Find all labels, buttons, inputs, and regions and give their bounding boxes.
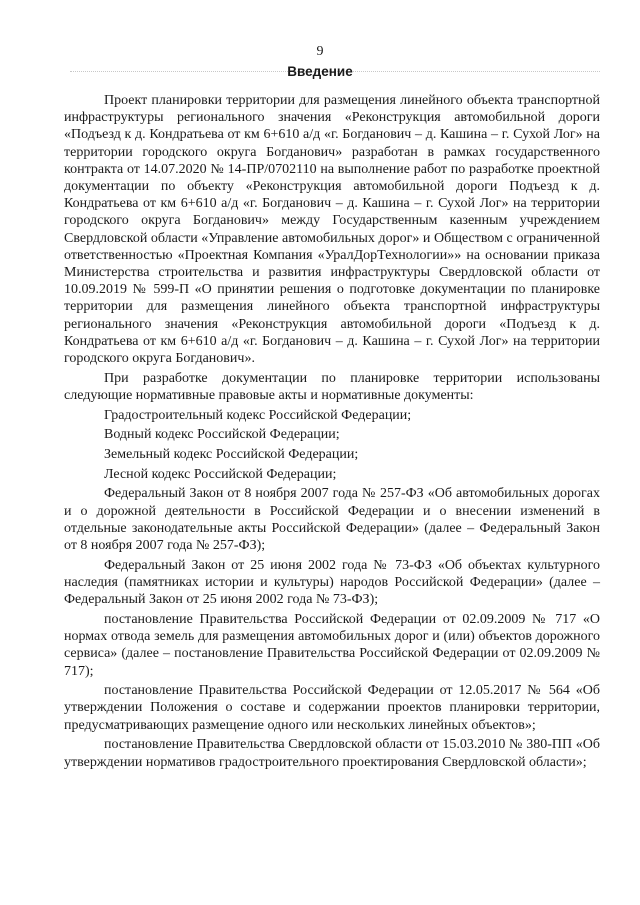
page-number: 9 (316, 44, 324, 59)
list-item-fz-73: Федеральный Закон от 25 июня 2002 года № 73-ФЗ «Об объектах культурного наследия (памятниках истории и культуры) народов Российской Федерации» (далее – Федеральный Закон от 25 июня 2002 года № 73-ФЗ); (64, 557, 600, 608)
list-item-postanovlenie-564: постановление Правительства Российской Федерации от 12.05.2017 № 564 «Об утверждении Положения о составе и содержании проектов планировки территории, предусматривающих размещение одного или нескольких линейных объектов»; (64, 683, 600, 733)
paragraph-intro: Проект планировки территории для размещения линейного объекта транспортной инфраструктуры регионального значения «Реконструкция автомобильной дороги «Подъезд к д. Кондратьева от км 6+610 а/д «г. Богданович – д. Кашина – г. Сухой Лог» на территории городского округа Богданович» разработан в рамках государственного контракта от 14.07.2020 № 14-ПР/0702110 на выполнение работ по разработке проектной документации по объекту «Реконструкция автомобильной дороги Подъезд к д. Кондратьева от км 6+610 а/д «г. Богданович – д. Кашина – г. Сухой Лог» на территории городского округа Богданович» между Государственным казенным учреждением Свердловской области «Управление автомобильных дорог» и Обществом с ограниченной ответственностью «Проектная Компания «УралДорТехнологии»» на основании приказа Министерства строительства и развития инфраструктуры Свердловской области от 10.09.2019 № 599-П «О принятии решения о подготовке документации по планировке территории для размещения линейного объекта транспортной инфраструктуры регионального значения «Реконструкция автомобильной дороги «Подъезд к д. Кондратьева от км 6+610 а/д «г. Богданович – д. Кашина – г. Сухой Лог» на территории городского округа Богданович». (64, 93, 600, 367)
list-item-postanovlenie-717: постановление Правительства Российской Федерации от 02.09.2009 № 717 «О нормах отвода земель для размещения автомобильных дорог и (или) объектов дорожного сервиса» (далее – постановление Правительства Российской Федерации от 02.09.2009 № 717); (64, 611, 600, 679)
list-item-lesnoy-kodeks: Лесной кодекс Российской Федерации; (104, 466, 337, 482)
list-item-fz-257: Федеральный Закон от 8 ноября 2007 года № 257-ФЗ «Об автомобильных дорогах и о дорожной деятельности в Российской Федерации и о внесении изменений в отдельные законодательные акты Российской Федерации» (далее – Федеральный Закон от 8 ноября 2007 года № 257-ФЗ); (64, 486, 600, 554)
document-body (64, 92, 600, 773)
paragraph-normative-intro: При разработке документации по планировке территории использованы следующие нормативные правовые акты и нормативные документы: (64, 370, 600, 403)
list-item-zemelny-kodeks: Земельный кодекс Российской Федерации; (104, 447, 359, 463)
list-item-vodny-kodeks: Водный кодекс Российской Федерации; (104, 427, 340, 443)
list-item-postanovlenie-380-pp: постановление Правительства Свердловской области от 15.03.2010 № 380-ПП «Об утверждении нормативов градостроительного проектирования Свердловской области»; (64, 737, 600, 770)
section-heading: Введение (287, 64, 353, 79)
list-item-gradostroitelny-kodeks: Градостроительный кодекс Российской Федерации; (104, 407, 412, 423)
